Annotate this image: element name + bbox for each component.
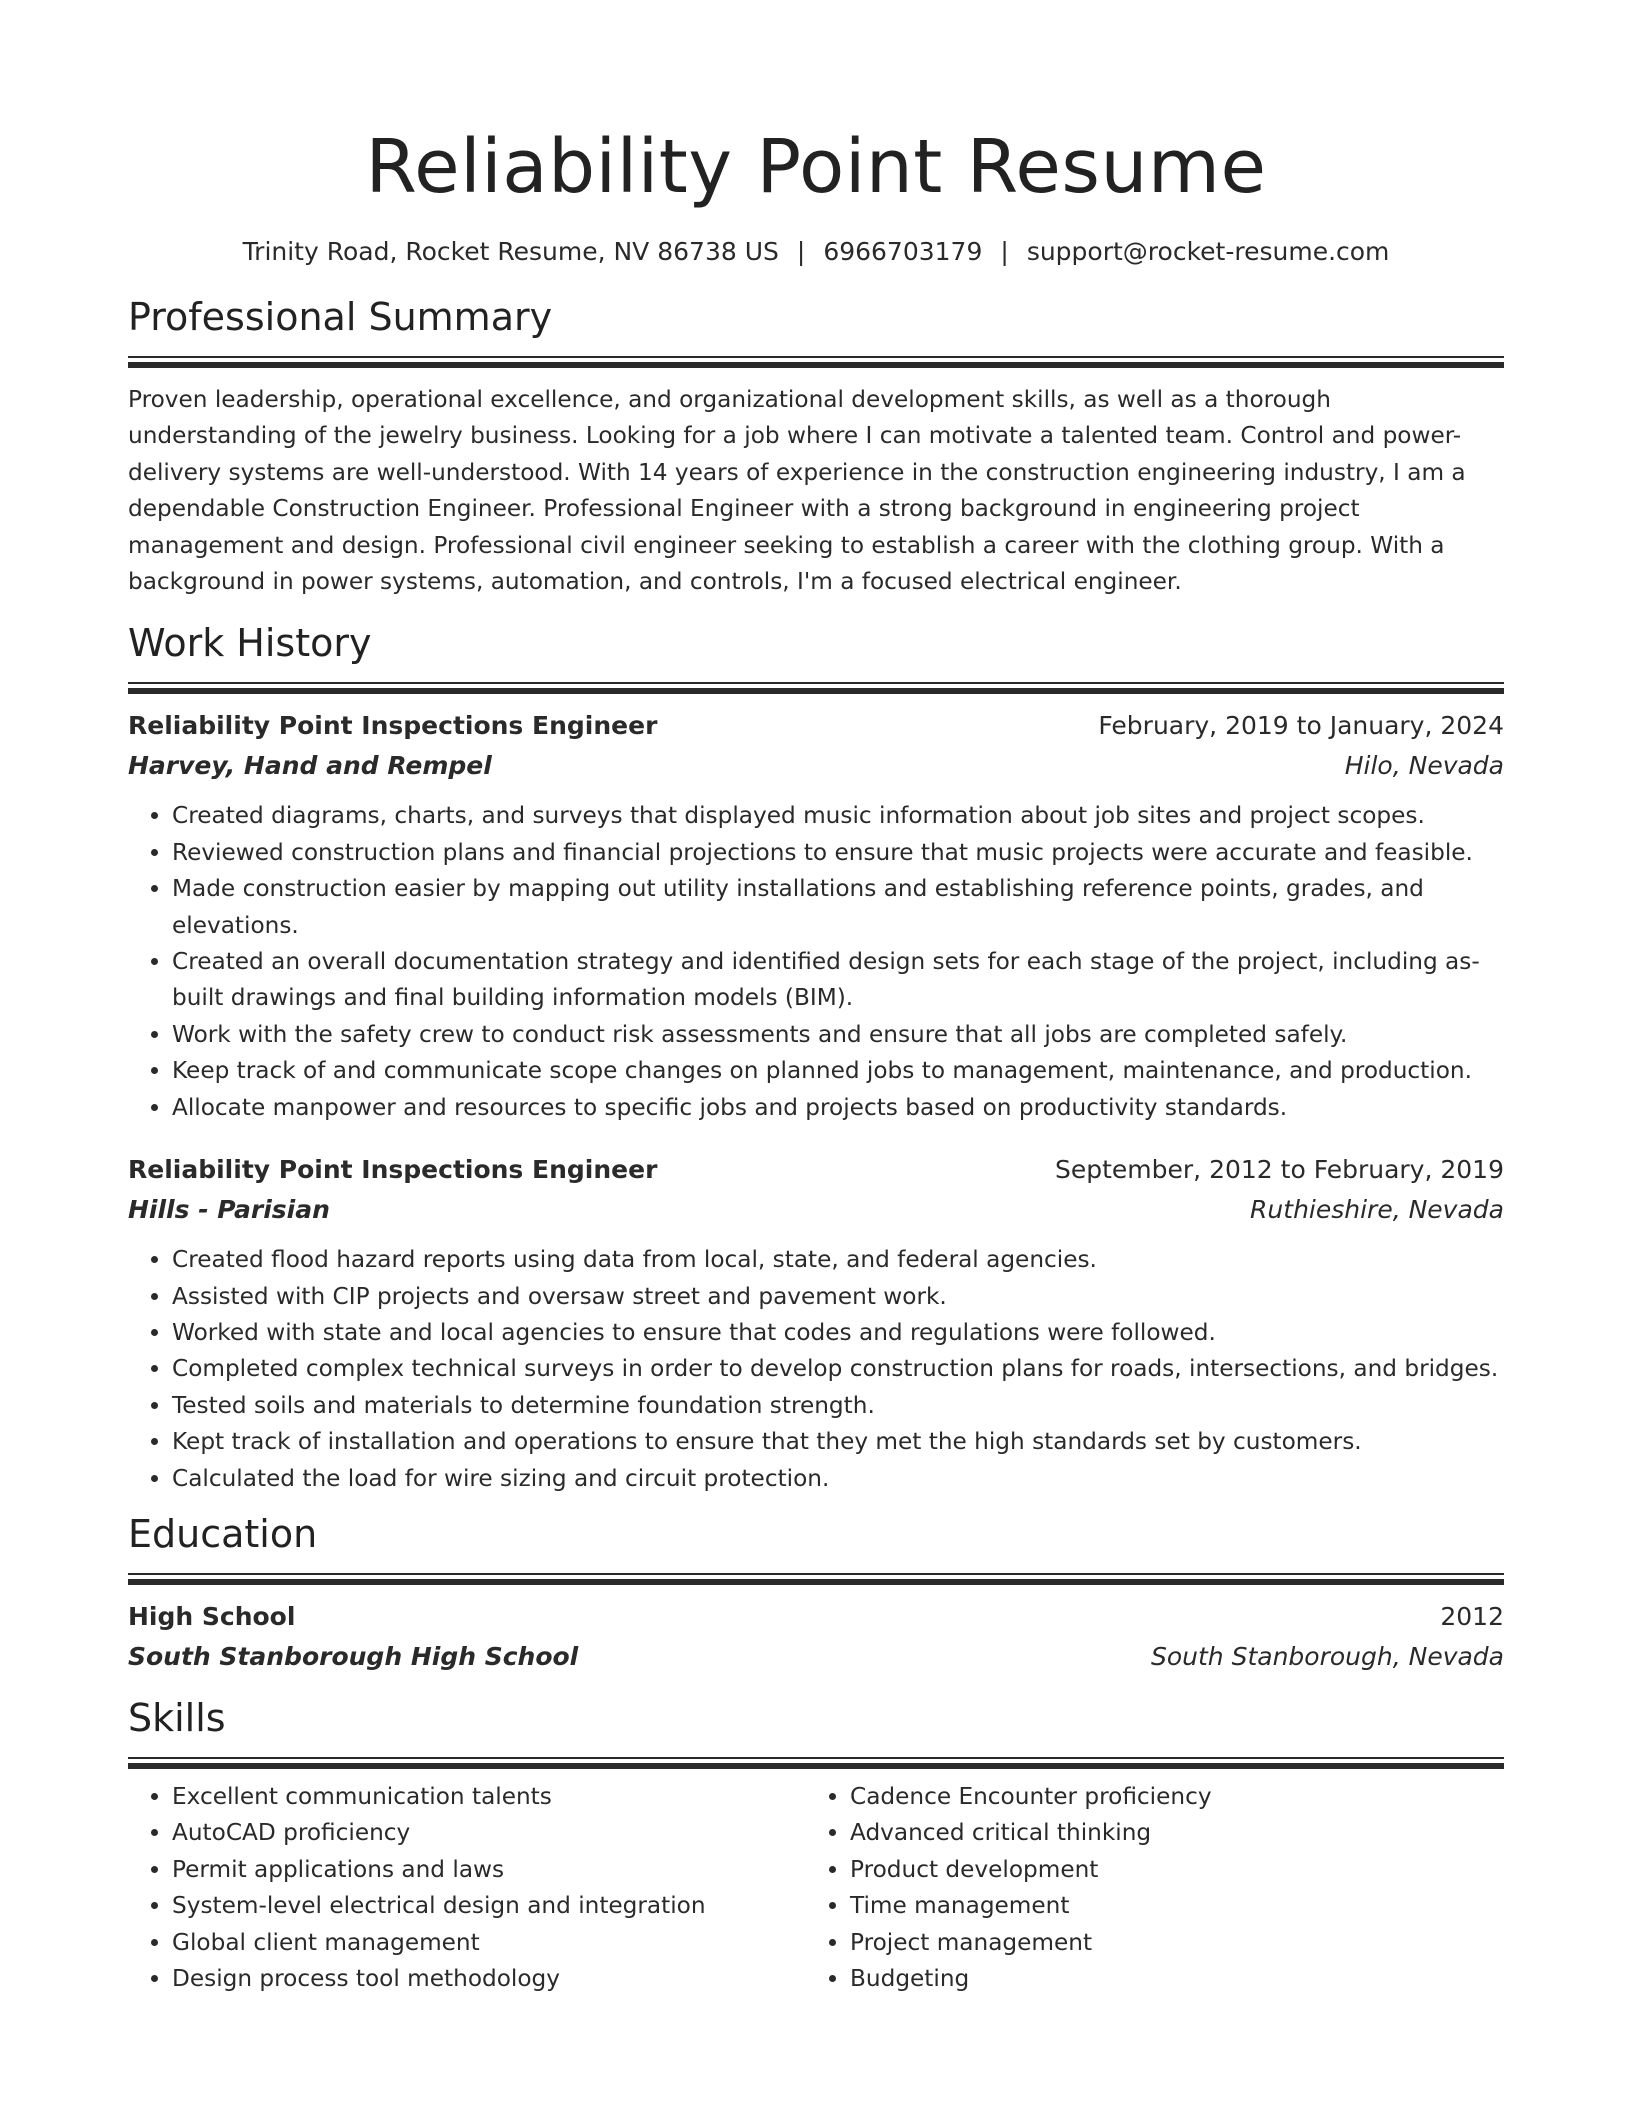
job-bullet-list bbox=[128, 798, 1504, 1126]
skill-item: • Design process tool methodology bbox=[172, 1961, 806, 1997]
job-company-row bbox=[128, 746, 1504, 786]
job-dates: February, 2019 to January, 2024 bbox=[1098, 711, 1504, 741]
list-item: • Made construction easier by mapping out utility installations and establishing reference points, grades, and elevations. bbox=[172, 871, 1504, 944]
job-company: Harvey, Hand and Rempel bbox=[128, 751, 492, 781]
job-company-row bbox=[128, 1190, 1504, 1230]
education-school: South Stanborough High School bbox=[128, 1641, 579, 1671]
education-school-row bbox=[128, 1637, 1504, 1677]
list-item: • Created diagrams, charts, and surveys that displayed music information about job sites and project scopes. bbox=[172, 798, 1504, 834]
list-item: • Created an overall documentation strategy and identified design sets for each stage of the project, including as-built drawings and final building information models (BIM). bbox=[172, 944, 1504, 1017]
summary-heading: Professional Summary bbox=[128, 295, 553, 339]
skills-list-left bbox=[128, 1779, 806, 1997]
skill-item: • Excellent communication talents bbox=[172, 1779, 806, 1815]
list-item: • Keep track of and communicate scope changes on planned jobs to management, maintenance, and production. bbox=[172, 1053, 1504, 1089]
section-divider bbox=[128, 1573, 1504, 1585]
job-entry bbox=[128, 1150, 1504, 1497]
section-divider bbox=[128, 356, 1504, 368]
list-item: • Tested soils and materials to determine foundation strength. bbox=[172, 1388, 1504, 1424]
job-company: Hills - Parisian bbox=[128, 1195, 330, 1225]
list-item: • Calculated the load for wire sizing and circuit protection. bbox=[172, 1461, 1504, 1497]
education-location: South Stanborough, Nevada bbox=[1150, 1641, 1504, 1671]
skills-list-right bbox=[806, 1779, 1548, 1997]
skills-heading: Skills bbox=[128, 1695, 226, 1740]
contact-phone: 6966703179 bbox=[823, 237, 983, 266]
list-item: • Assisted with CIP projects and oversaw street and pavement work. bbox=[172, 1279, 1504, 1315]
section-divider bbox=[128, 1757, 1504, 1769]
contact-line bbox=[128, 232, 1504, 272]
skill-item: • Permit applications and laws bbox=[172, 1852, 806, 1888]
education-section bbox=[128, 1509, 1504, 1677]
contact-separator: | bbox=[796, 237, 806, 266]
list-item: • Work with the safety crew to conduct risk assessments and ensure that all jobs are completed safely. bbox=[172, 1017, 1504, 1053]
list-item: • Created flood hazard reports using data from local, state, and federal agencies. bbox=[172, 1242, 1504, 1278]
job-title: Reliability Point Inspections Engineer bbox=[128, 1155, 658, 1185]
list-item: • Reviewed construction plans and financial projections to ensure that music projects were accurate and feasible. bbox=[172, 835, 1504, 871]
contact-address: Trinity Road, Rocket Resume, NV 86738 US bbox=[242, 237, 779, 266]
education-header-row bbox=[128, 1597, 1504, 1637]
skills-section bbox=[128, 1693, 1504, 1997]
skill-item: • System-level electrical design and integration bbox=[172, 1888, 806, 1924]
contact-email: support@rocket-resume.com bbox=[1026, 237, 1390, 266]
job-entry bbox=[128, 706, 1504, 1126]
job-title: Reliability Point Inspections Engineer bbox=[128, 711, 658, 741]
contact-separator: | bbox=[1000, 237, 1009, 266]
skill-item: • Project management bbox=[850, 1925, 1548, 1961]
skill-item: • Time management bbox=[850, 1888, 1548, 1924]
skill-item: • AutoCAD proficiency bbox=[172, 1815, 806, 1851]
resume-page bbox=[128, 0, 1504, 1997]
education-heading: Education bbox=[128, 1511, 318, 1556]
job-location: Hilo, Nevada bbox=[1344, 751, 1504, 781]
job-header-row bbox=[128, 1150, 1504, 1190]
skill-item: • Global client management bbox=[172, 1925, 806, 1961]
work-history-heading: Work History bbox=[128, 621, 372, 666]
skill-item: • Cadence Encounter proficiency bbox=[850, 1779, 1548, 1815]
list-item: • Kept track of installation and operations to ensure that they met the high standards set by customers. bbox=[172, 1424, 1504, 1460]
skills-grid bbox=[128, 1779, 1504, 1997]
list-item: • Allocate manpower and resources to specific jobs and projects based on productivity standards. bbox=[172, 1090, 1504, 1126]
work-history-section bbox=[128, 618, 1504, 1497]
summary-text: Proven leadership, operational excellence, and organizational development skills, as well as a thorough understanding of the jewelry business. Looking for a job where I can motivate a talented team. Control and power-delivery systems are well-understood. With 14 years of experience in the construction engineering industry, I am a dependable Construction Engineer. Professional Engineer with a strong background in engineering project management and design. Professional civil engineer seeking to establish a career with the clothing group. With a background in power systems, automation, and controls, I'm a focused electrical engineer. bbox=[128, 386, 1466, 596]
summary-section bbox=[128, 292, 1504, 600]
list-item: • Worked with state and local agencies to ensure that codes and regulations were followed. bbox=[172, 1315, 1504, 1351]
job-header-row bbox=[128, 706, 1504, 746]
education-year: 2012 bbox=[1440, 1601, 1504, 1631]
resume-name: Reliability Point Resume bbox=[365, 124, 1267, 210]
job-dates: September, 2012 to February, 2019 bbox=[1055, 1155, 1504, 1185]
education-degree: High School bbox=[128, 1601, 296, 1631]
job-location: Ruthieshire, Nevada bbox=[1250, 1195, 1504, 1225]
skill-item: • Advanced critical thinking bbox=[850, 1815, 1548, 1851]
list-item: • Completed complex technical surveys in order to develop construction plans for roads, intersections, and bridges. bbox=[172, 1351, 1504, 1387]
section-divider bbox=[128, 682, 1504, 694]
skill-item: • Product development bbox=[850, 1852, 1548, 1888]
skill-item: • Budgeting bbox=[850, 1961, 1548, 1997]
job-bullet-list bbox=[128, 1242, 1504, 1497]
